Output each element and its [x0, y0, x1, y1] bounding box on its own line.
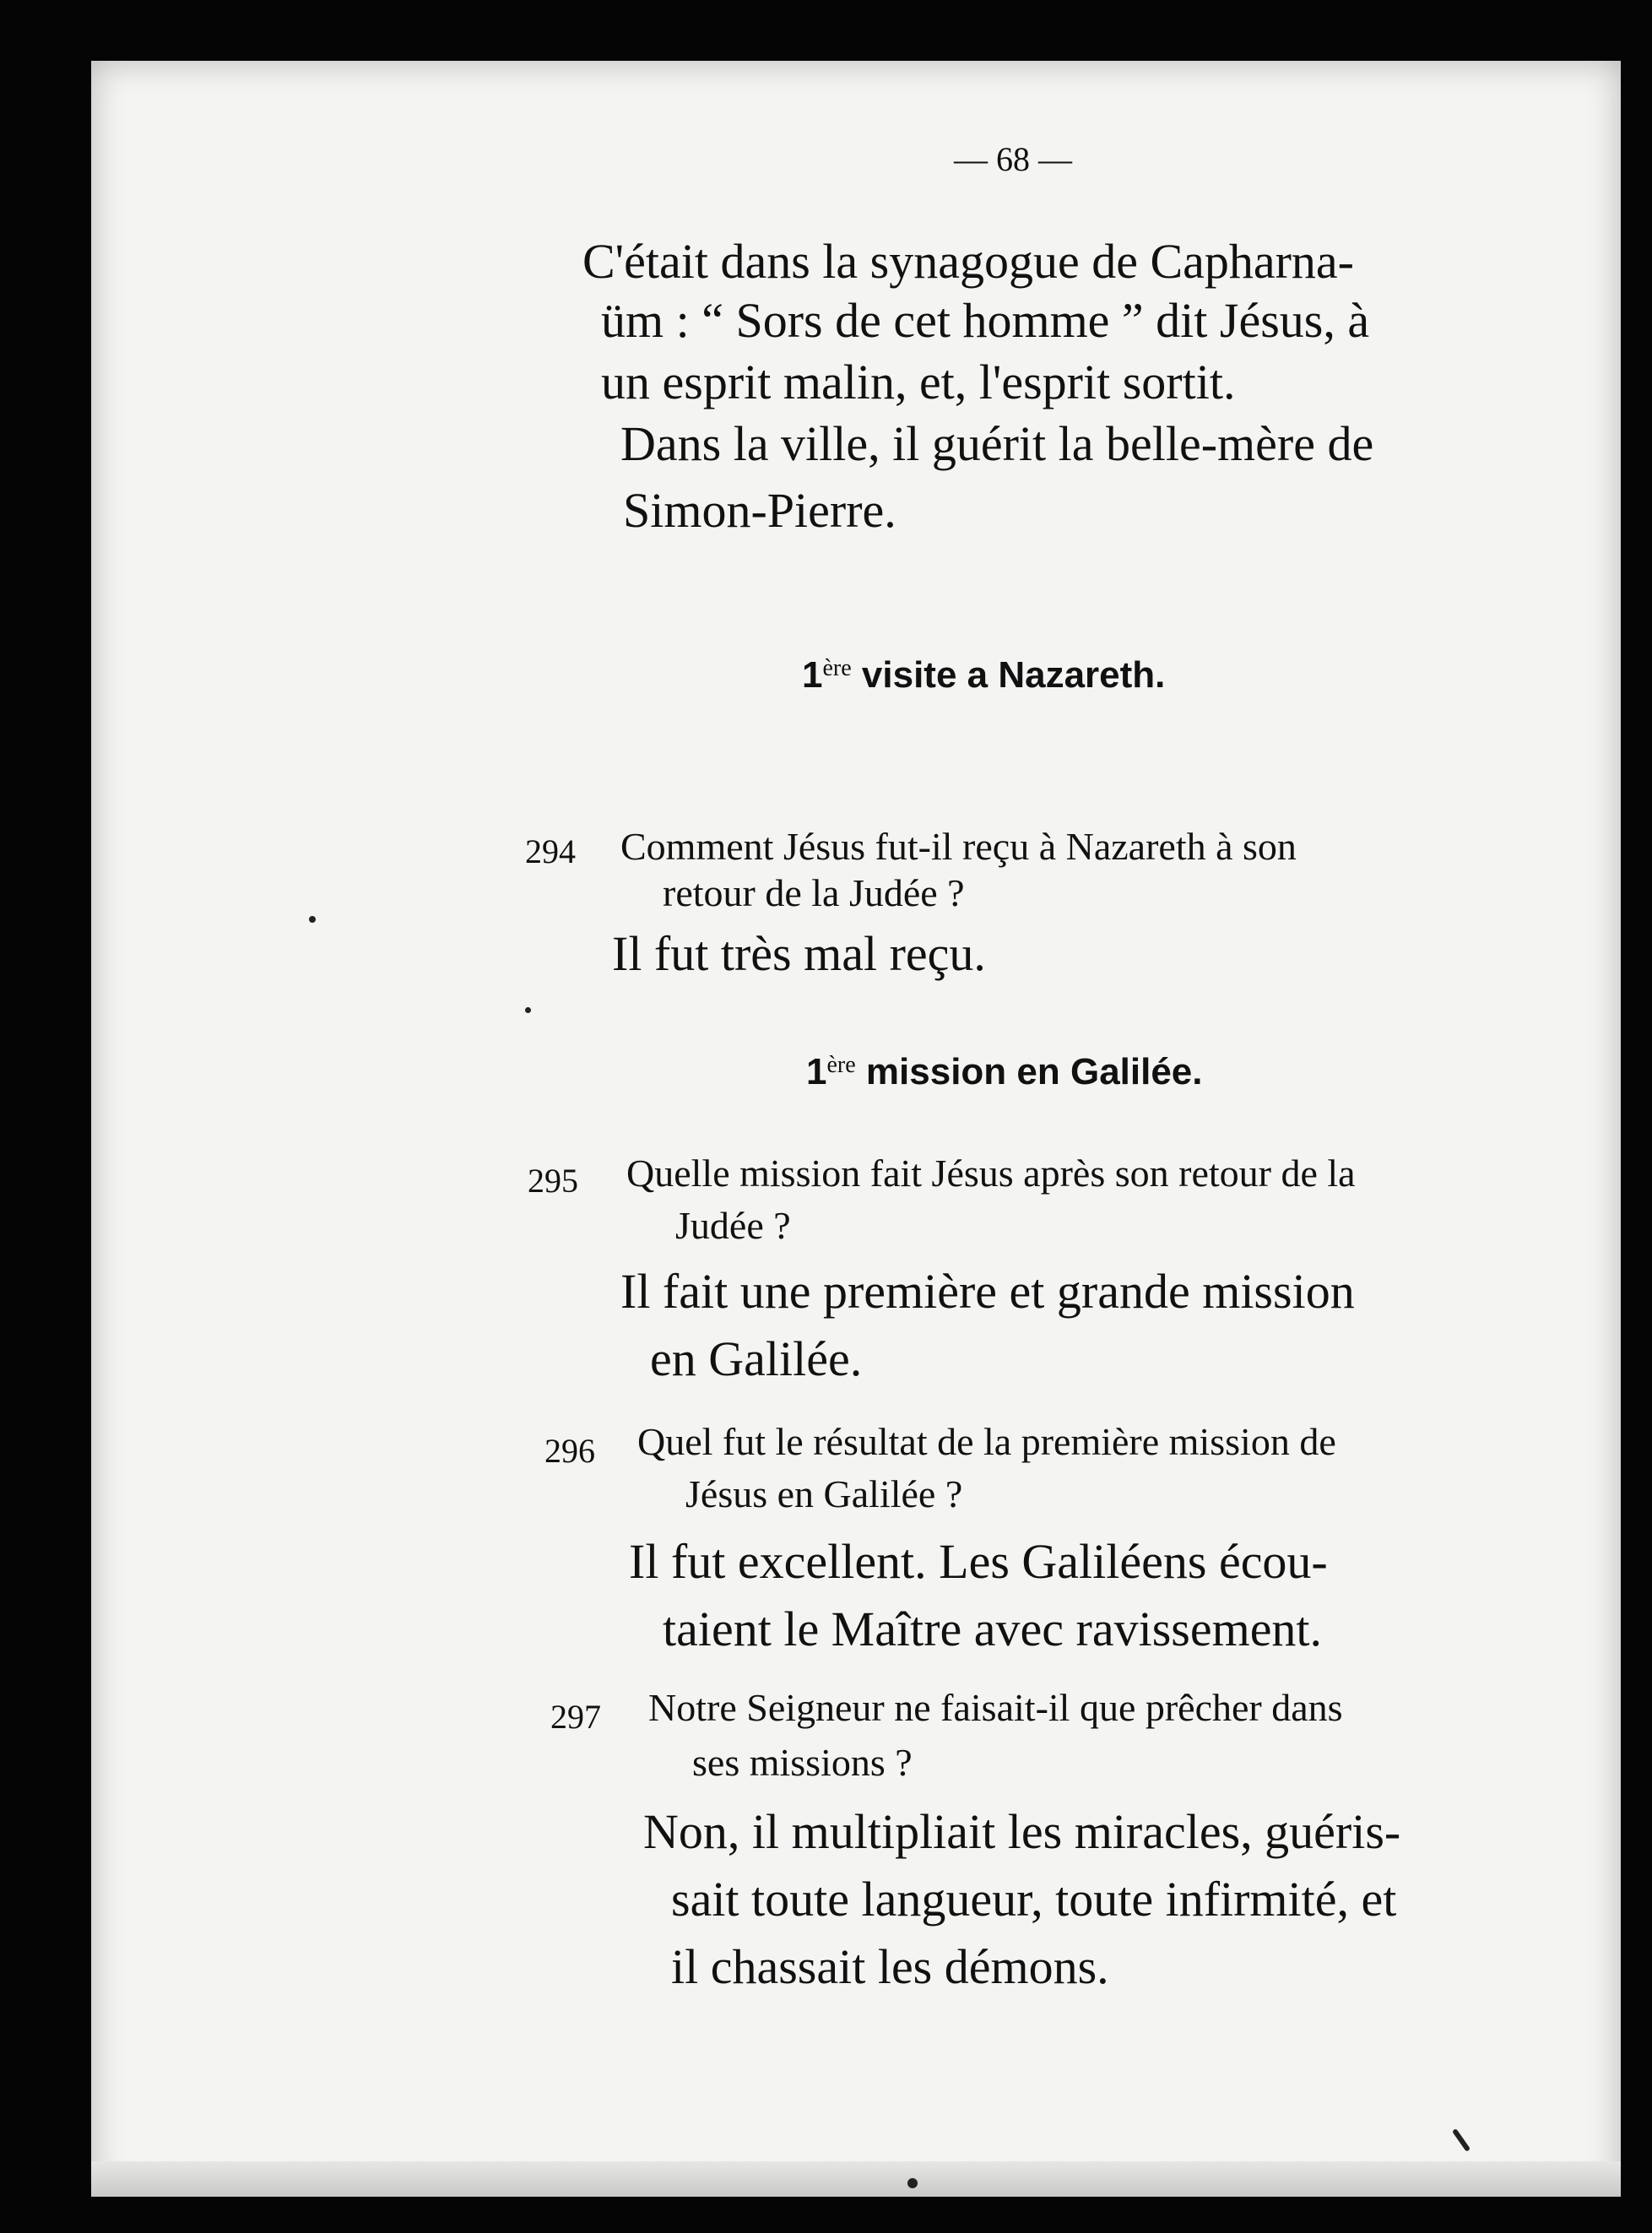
- intro-line: Dans la ville, il guérit la belle-mère de: [620, 416, 1374, 471]
- answer-line: Il fut très mal reçu.: [612, 926, 986, 981]
- question-line: Quel fut le résultat de la première mission de: [637, 1420, 1336, 1463]
- scan-speck: [309, 916, 316, 923]
- intro-line: üm : “ Sors de cet homme ” dit Jésus, à: [601, 293, 1370, 348]
- scan-speck: [525, 1007, 531, 1013]
- heading-text: mission en Galilée.: [865, 1051, 1203, 1092]
- question-line: Judée ?: [675, 1204, 791, 1247]
- section-heading-galilee: [806, 1051, 1203, 1093]
- page-number: — 68 —: [954, 140, 1072, 178]
- question-line: ses missions ?: [692, 1741, 913, 1784]
- page-edge: [91, 2161, 1621, 2197]
- answer-line: Il fait une première et grande mission: [620, 1264, 1355, 1319]
- intro-line: C'était dans la synagogue de Capharna-: [582, 234, 1354, 289]
- heading-ordinal: 1: [806, 1051, 827, 1092]
- question-number: 295: [528, 1162, 578, 1200]
- question-line: retour de la Judée ?: [663, 871, 965, 914]
- question-line: Jésus en Galilée ?: [685, 1472, 963, 1515]
- answer-line: il chassait les démons.: [671, 1939, 1109, 1994]
- intro-line: Simon-Pierre.: [623, 483, 896, 538]
- question-number: 297: [550, 1698, 601, 1736]
- answer-line: Non, il multipliait les miracles, guéris-: [643, 1804, 1401, 1859]
- answer-line: en Galilée.: [650, 1331, 863, 1386]
- scan-speck: [907, 2178, 918, 2188]
- section-heading-nazareth: [802, 654, 1165, 696]
- intro-line: un esprit malin, et, l'esprit sortit.: [601, 355, 1236, 409]
- question-number: 296: [544, 1432, 595, 1470]
- heading-ordinal: 1: [802, 654, 823, 696]
- answer-line: Il fut excellent. Les Galiléens écou-: [629, 1534, 1328, 1589]
- heading-ordinal-suffix: ère: [822, 655, 852, 681]
- question-line: Notre Seigneur ne faisait-il que prêcher dans: [648, 1686, 1343, 1729]
- answer-line: sait toute langueur, toute infirmité, et: [671, 1872, 1397, 1927]
- heading-text: visite a Nazareth.: [861, 654, 1166, 696]
- answer-line: taient le Maître avec ravissement.: [663, 1602, 1323, 1656]
- heading-ordinal-suffix: ère: [826, 1052, 856, 1078]
- question-number: 294: [525, 832, 576, 870]
- question-line: Comment Jésus fut-il reçu à Nazareth à son: [620, 825, 1297, 868]
- question-line: Quelle mission fait Jésus après son retour de la: [626, 1152, 1356, 1195]
